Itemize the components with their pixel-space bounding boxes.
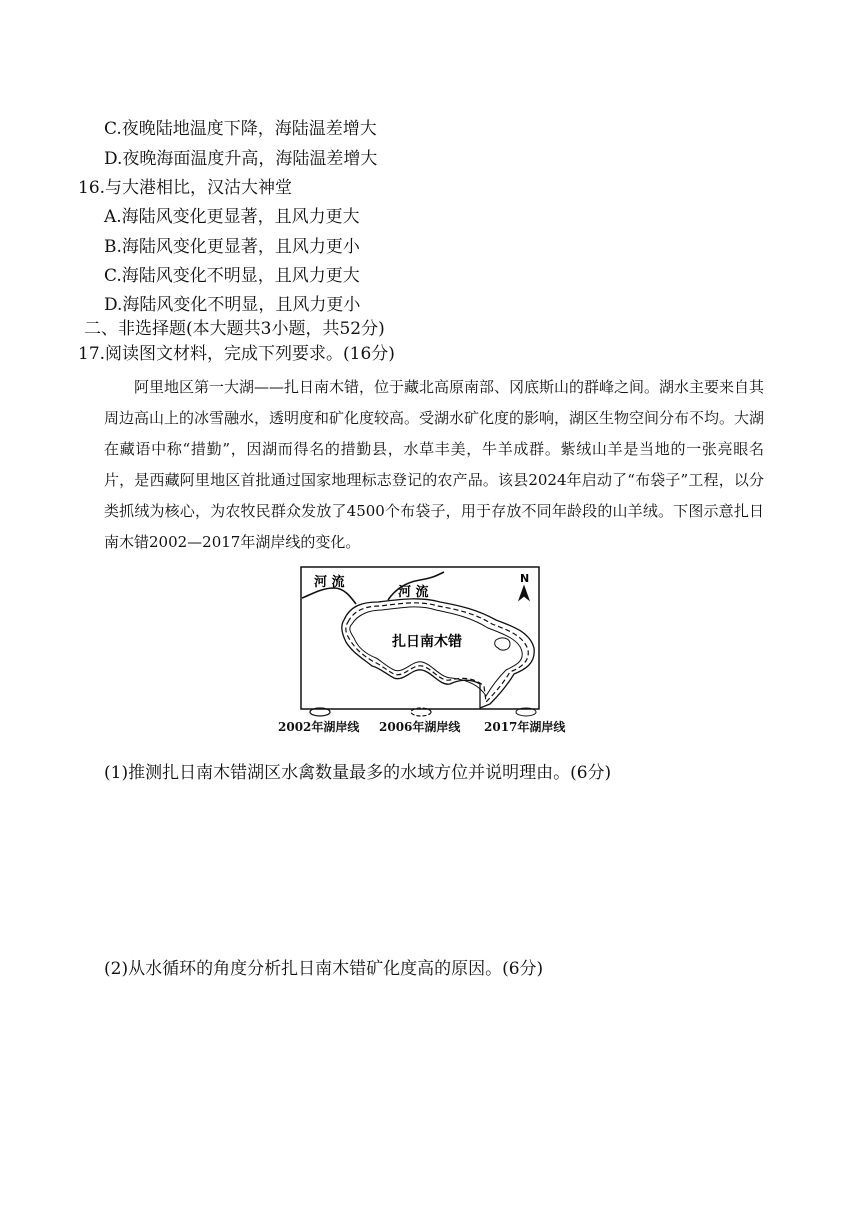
legend-2017 bbox=[484, 718, 565, 735]
legend-2006 bbox=[379, 718, 460, 735]
q16-option-b: B.海陆风变化更显著，且风力更小 bbox=[104, 237, 360, 257]
legend-2002 bbox=[278, 718, 359, 735]
section-heading: 二、非选择题(本大题共3小题，共52分) bbox=[84, 319, 385, 339]
q15-option-c: C.夜晚陆地温度下降，海陆温差增大 bbox=[104, 119, 377, 139]
map-label-river-left: 河 流 bbox=[314, 575, 345, 590]
q17-sub1: (1)推测扎日南木错湖区水禽数量最多的水域方位并说明理由。(6分) bbox=[104, 763, 612, 783]
q17-stem: 17.阅读图文材料，完成下列要求。(16分) bbox=[78, 344, 395, 364]
north-label: N bbox=[520, 572, 530, 585]
map-label-river-right: 河 流 bbox=[398, 585, 429, 600]
q17-sub2: (2)从水循环的角度分析扎日南木错矿化度高的原因。(6分) bbox=[104, 959, 544, 979]
legend-2006-symbol bbox=[409, 706, 433, 718]
legend-2006-label: 2006年湖岸线 bbox=[379, 720, 461, 734]
legend-2002-symbol bbox=[308, 706, 332, 718]
q16-option-a: A.海陆风变化更显著，且风力更大 bbox=[104, 207, 360, 227]
q16-option-d: D.海陆风变化不明显，且风力更小 bbox=[104, 295, 361, 315]
q15-option-d: D.夜晚海面温度升高，海陆温差增大 bbox=[104, 149, 378, 169]
map-label-lake: 扎日南木错 bbox=[392, 634, 462, 650]
legend-2017-symbol bbox=[514, 706, 538, 718]
q17-passage bbox=[104, 372, 764, 558]
legend-2002-label: 2002年湖岸线 bbox=[278, 720, 360, 734]
legend-2017-label: 2017年湖岸线 bbox=[484, 720, 566, 734]
q16-option-c: C.海陆风变化不明显，且风力更大 bbox=[104, 266, 360, 286]
q17-passage-text: 阿里地区第一大湖——扎日南木错，位于藏北高原南部、冈底斯山的群峰之间。湖水主要来自其周边高山上的冰雪融水，透明度和矿化度较高。受湖水矿化度的影响，湖区生物空间分布不均。大湖在藏语中称“措勤”，因湖而得名的措勤县，水草丰美，牛羊成群。紫绒山羊是当地的一张亮眼名片，是西藏阿里地区首批通过国家地理标志登记的农产品。该县2024年启动了“布袋子”工程，以分类抓绒为核心，为农牧民群众发放了4500个布袋子，用于存放不同年龄段的山羊绒。下图示意扎日南木错2002—2017年湖岸线的变化。 bbox=[104, 378, 765, 551]
q16-stem: 16.与大港相比，汉沽大神堂 bbox=[78, 178, 293, 198]
lake-shoreline-map bbox=[300, 566, 540, 710]
